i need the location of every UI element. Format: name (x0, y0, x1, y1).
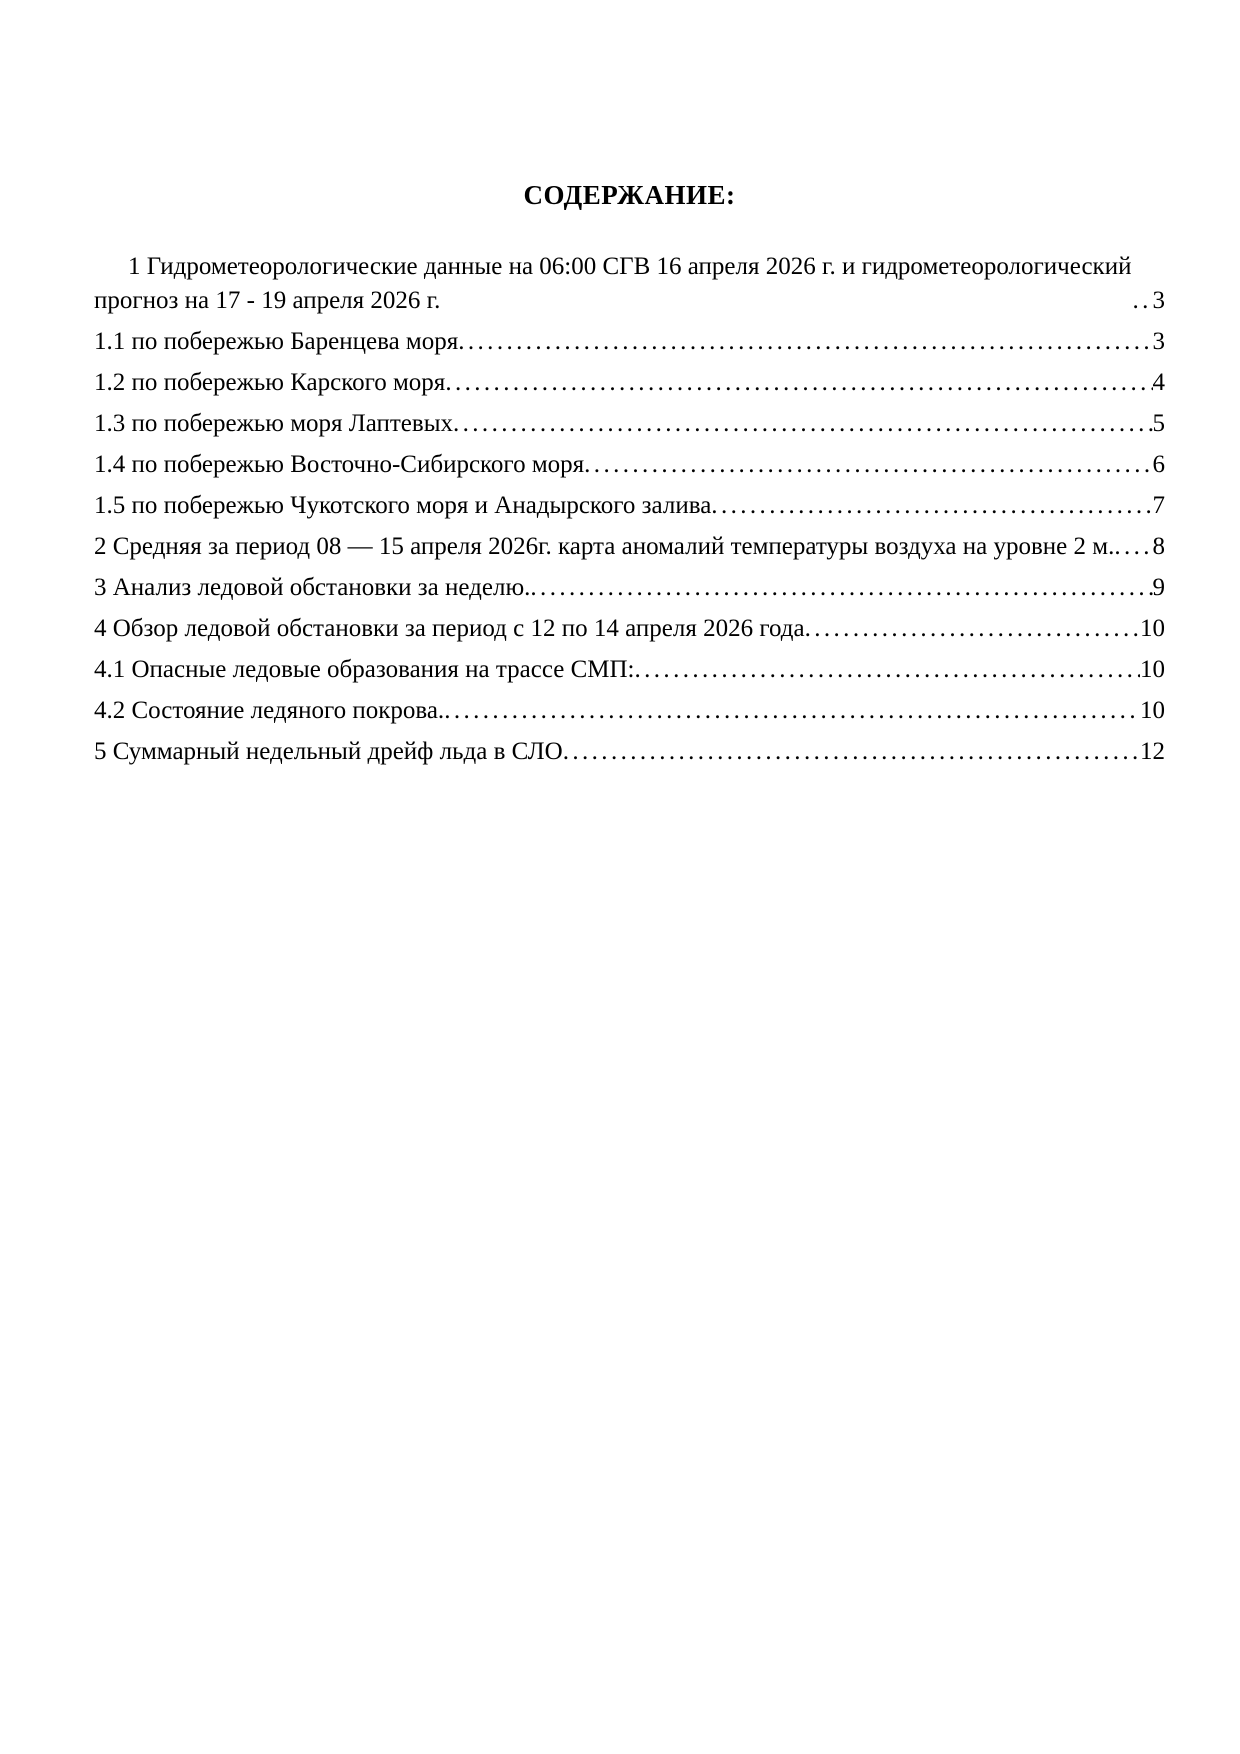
dot-leader (453, 407, 1153, 441)
toc-entry[interactable] (94, 612, 1165, 646)
toc-entry[interactable] (94, 735, 1165, 769)
dot-leader (1114, 530, 1152, 564)
toc-entry[interactable] (94, 250, 1165, 318)
toc-page-number: 3 (1152, 287, 1165, 314)
toc-page-number: 6 (1152, 451, 1165, 478)
dot-leader (458, 325, 1152, 359)
toc-entry-text: 4 Обзор ледовой обстановки за период с 12 по 14 апреля 2026 года (94, 615, 805, 642)
toc-page-number: 10 (1140, 656, 1165, 683)
page-title: СОДЕРЖАНИЕ: (523, 180, 736, 210)
toc-entry[interactable] (94, 448, 1165, 482)
dot-leader (530, 571, 1152, 605)
dot-leader (584, 448, 1152, 482)
toc-entry-text: 2 Средняя за период 08 — 15 апреля 2026г. карта аномалий температуры воздуха на уровне 2 м. (94, 533, 1115, 560)
toc-entry-text: 1.2 по побережью Карского моря (94, 369, 446, 396)
toc-page-number: 4 (1152, 369, 1165, 396)
toc-page-number: 5 (1152, 410, 1165, 437)
toc-entry[interactable] (94, 489, 1165, 523)
toc-page-number: 7 (1152, 492, 1165, 519)
toc-entry-text: 1 Гидрометеорологические данные на 06:00 СГВ 16 апреля 2026 г. и гидрометеорологический прогноз на 17 - 19 апреля 2026 г. (94, 253, 1132, 314)
toc-entry[interactable] (94, 653, 1165, 687)
toc-page-number: 10 (1140, 697, 1165, 724)
toc-page-number: 10 (1140, 615, 1165, 642)
table-of-contents (94, 250, 1165, 769)
toc-entry-text: 1.4 по побережью Восточно-Сибирского моря (94, 451, 585, 478)
toc-page-number: 3 (1152, 328, 1165, 355)
toc-entry-text: 5 Суммарный недельный дрейф льда в СЛО (94, 738, 563, 765)
toc-entry[interactable] (94, 694, 1165, 728)
dot-leader (634, 653, 1140, 687)
dot-leader (444, 694, 1140, 728)
dot-leader (711, 489, 1152, 523)
toc-page-number: 8 (1152, 533, 1165, 560)
toc-entry[interactable] (94, 366, 1165, 400)
toc-entry-text: 1.5 по побережью Чукотского моря и Анадырского залива (94, 492, 712, 519)
toc-entry-text: 1.3 по побережью моря Лаптевых (94, 410, 453, 437)
toc-entry[interactable] (94, 407, 1165, 441)
toc-entry-text: 4.1 Опасные ледовые образования на трассе СМП: (94, 656, 635, 683)
toc-entry-text: 3 Анализ ледовой обстановки за неделю. (94, 574, 531, 601)
toc-page-number: 9 (1152, 574, 1165, 601)
toc-entry[interactable] (94, 325, 1165, 359)
dot-leader (563, 735, 1140, 769)
dot-leader (805, 612, 1140, 646)
toc-entry-text: 4.2 Состояние ледяного покрова. (94, 697, 445, 724)
dot-leader (445, 366, 1152, 400)
toc-entry-text: 1.1 по побережью Баренцева моря (94, 328, 459, 355)
dot-leader (1133, 284, 1153, 318)
toc-page-number: 12 (1140, 738, 1165, 765)
toc-entry[interactable] (94, 571, 1165, 605)
toc-entry[interactable] (94, 530, 1165, 564)
